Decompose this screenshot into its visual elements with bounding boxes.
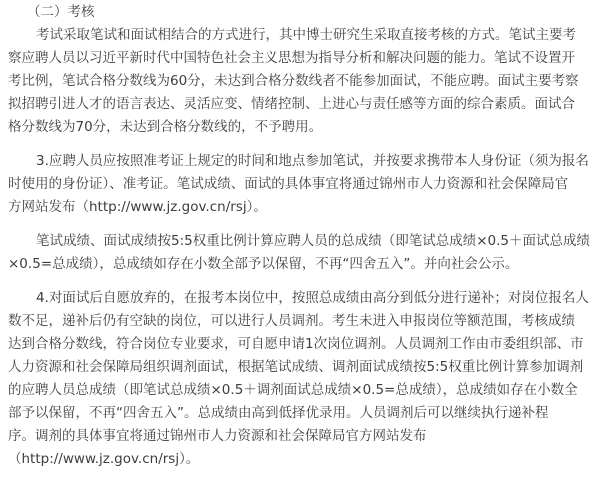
paragraph-line: 3.应聘人员应按照准考证上规定的时间和地点参加笔试，并按要求携带本人身份证（须为报名 [36,153,589,169]
paragraph-line: 达到合格分数线，符合岗位专业要求，可自愿申请1次岗位调剂。人员调剂工作由市委组织部、市 [8,336,584,352]
paragraph-line: 序。调剂的具体事宜将通过锦州市人力资源和社会保障局官方网站发布 [8,428,427,444]
paragraph-line: 数不足，递补后仍有空缺的岗位，可以进行人员调剂。考生未进入申报岗位等额范围，考核成绩 [8,313,575,329]
paragraph-line: 人力资源和社会保障局组织调剂面试，根据笔试成绩、调剂面试成绩按5:5权重比例计算参加调剂 [8,359,584,375]
paragraph-line: 时使用的身份证）、准考证。笔试成绩、面试的具体事宜将通过锦州市人力资源和社会保障局官 [8,176,569,192]
paragraph-line: 部予以保留，不再“四舍五入”。总成绩由高到低择优录用。人员调剂后可以继续执行递补程 [8,405,549,421]
paragraph-line: 的应聘人员总成绩（即笔试总成绩×0.5＋调剂面试总成绩×0.5=总成绩），总成绩如存在小数全 [8,382,578,398]
paragraph-line: 格分数线为70分，未达到合格分数线的，不予聘用。 [8,119,323,135]
paragraph-line: 考比例，笔试合格分数线为60分，未达到合格分数线者不能参加面试，不能应聘。面试主要考察 [8,73,579,89]
paragraph-line: 笔试成绩、面试成绩按5:5权重比例计算应聘人员的总成绩（即笔试总成绩×0.5＋面试总成绩 [36,233,591,249]
paragraph-line: ×0.5=总成绩），总成绩如存在小数全部予以保留，不再“四舍五入”。并向社会公示。 [8,256,519,272]
paragraph-line: 方网站发布（http://www.jz.gov.cn/rsj）。 [8,199,267,215]
paragraph-line: 拟招聘引进人才的语言表达、灵活应变、情绪控制、上进心与责任感等方面的综合素质。面试合 [8,96,575,112]
paragraph-line: （http://www.jz.gov.cn/rsj）。 [8,451,200,467]
section-heading: （二）考核 [27,4,95,20]
paragraph-line: 察应聘人员以习近平新时代中国特色社会主义思想为指导分析和解决问题的能力。笔试不设置开 [8,50,575,66]
paragraph-line: 4.对面试后自愿放弃的，在报考本岗位中，按照总成绩由高分到低分进行递补；对岗位报名人 [36,290,589,306]
paragraph-line: 考试采取笔试和面试相结合的方式进行，其中博士研究生采取直接考核的方式。笔试主要考 [36,27,576,43]
